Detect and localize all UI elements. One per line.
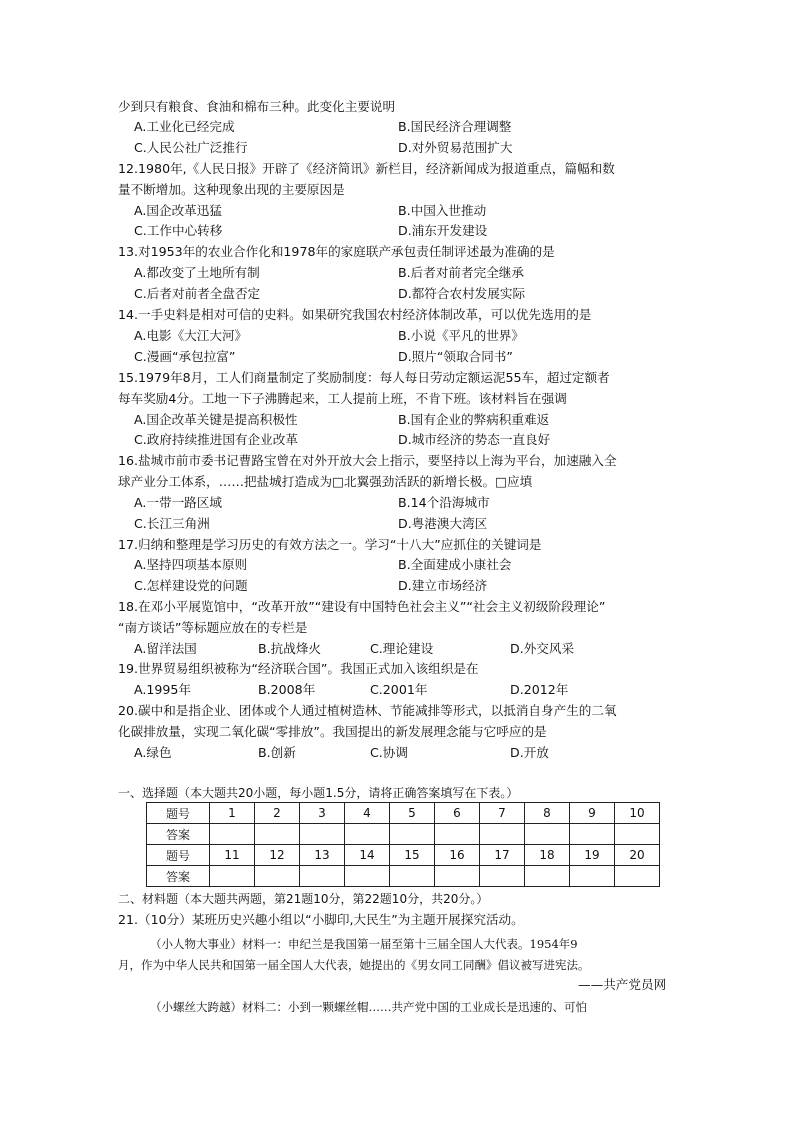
q19-option-a: A.1995年 <box>134 682 192 697</box>
qnum-cell: 7 <box>480 803 525 824</box>
q18-option-b: B.抗战烽火 <box>258 641 322 656</box>
q15-stem-line2: 每车奖励4分。工地一下子沸腾起来，工人提前上班，不肯下班。该材料旨在强调 <box>118 391 567 406</box>
q15-stem-line1: 15.1979年8月，工人们商量制定了奖励制度：每人每日劳动定额运泥55车，超过定额者 <box>118 370 610 385</box>
q18-stem-line2: “南方谈话”等标题应放在的专栏是 <box>118 620 308 635</box>
q13-option-b: B.后者对前者完全继承 <box>398 265 524 280</box>
q15-option-b: B.国有企业的弊病积重难返 <box>398 412 550 427</box>
answer-cell[interactable] <box>570 866 615 887</box>
q12-option-a: A.国企改革迅猛 <box>134 203 222 218</box>
answer-cell[interactable] <box>615 866 660 887</box>
q14-option-b: B.小说《平凡的世界》 <box>398 328 524 343</box>
q15-option-a: A.国企改革关键是提高积极性 <box>134 412 298 427</box>
answer-table-row-numbers-2 <box>147 845 660 866</box>
q14-option-d: D.照片“领取合同书” <box>398 349 513 364</box>
qnum-cell: 9 <box>570 803 615 824</box>
q19-option-b: B.2008年 <box>258 682 316 697</box>
q13-option-d: D.都符合农村发展实际 <box>398 286 526 301</box>
q20-option-c: C.协调 <box>370 745 408 760</box>
q19-option-c: C.2001年 <box>370 682 428 697</box>
q17-stem: 17.归纳和整理是学习历史的有效方法之一。学习“十八大”应抓住的关键词是 <box>118 537 542 552</box>
answer-cell[interactable] <box>345 824 390 845</box>
q20-option-d: D.开放 <box>510 745 549 760</box>
answer-table-row-answers-1 <box>147 824 660 845</box>
qnum-cell: 13 <box>300 845 345 866</box>
q10-option-c: C.人民公社广泛推行 <box>134 140 248 155</box>
q17-option-c: C.怎样建设党的问题 <box>134 578 248 593</box>
q20-option-a: A.绿色 <box>134 745 172 760</box>
q14-stem: 14.一手史料是相对可信的史料。如果研究我国农村经济体制改革，可以优先选用的是 <box>118 307 592 322</box>
row-label-number: 题号 <box>147 803 210 824</box>
qnum-cell: 16 <box>435 845 480 866</box>
q14-option-a: A.电影《大江大河》 <box>134 328 248 343</box>
q10-option-a: A.工业化已经完成 <box>134 119 235 134</box>
qnum-cell: 8 <box>525 803 570 824</box>
row-label-number: 题号 <box>147 845 210 866</box>
answer-cell[interactable] <box>390 866 435 887</box>
answer-cell[interactable] <box>435 866 480 887</box>
answer-cell[interactable] <box>300 866 345 887</box>
answer-cell[interactable] <box>480 866 525 887</box>
q12-option-d: D.浦东开发建设 <box>398 223 488 238</box>
q15-option-c: C.政府持续推进国有企业改革 <box>134 432 298 447</box>
q16-option-b: B.14个沿海城市 <box>398 495 490 510</box>
q19-option-d: D.2012年 <box>510 682 569 697</box>
answer-cell[interactable] <box>525 866 570 887</box>
q16-option-d: D.粤港澳大湾区 <box>398 516 488 531</box>
answer-cell[interactable] <box>435 824 480 845</box>
qnum-cell: 5 <box>390 803 435 824</box>
qnum-cell: 4 <box>345 803 390 824</box>
qnum-cell: 10 <box>615 803 660 824</box>
answer-cell[interactable] <box>255 866 300 887</box>
q20-stem-line2: 化碳排放量，实现二氧化碳“零排放”。我国提出的新发展理念能与它呼应的是 <box>118 724 547 739</box>
qnum-cell: 15 <box>390 845 435 866</box>
q15-option-d: D.城市经济的势态一直良好 <box>398 432 551 447</box>
q13-option-c: C.后者对前者全盘否定 <box>134 286 261 301</box>
q10-option-d: D.对外贸易范围扩大 <box>398 140 513 155</box>
answer-cell[interactable] <box>210 866 255 887</box>
q16-stem-line1: 16.盐城市前市委书记曹路宝曾在对外开放大会上指示，要坚持以上海为平台，加速融入全 <box>118 453 617 468</box>
q12-option-b: B.中国入世推动 <box>398 203 487 218</box>
answer-cell[interactable] <box>255 824 300 845</box>
q18-stem-line1: 18.在邓小平展览馆中，“改革开放”“建设有中国特色社会主义”“社会主义初级阶段理论” <box>118 599 606 614</box>
q16-stem-line2: 球产业分工体系，……把盐城打造成为□北翼强劲活跃的新增长极。□应填 <box>118 474 533 489</box>
answer-table-row-answers-2 <box>147 866 660 887</box>
row-label-answer: 答案 <box>147 824 210 845</box>
q19-stem: 19.世界贸易组织被称为“经济联合国”。我国正式加入该组织是在 <box>118 661 479 676</box>
q18-option-c: C.理论建设 <box>370 641 434 656</box>
answer-table <box>146 802 660 887</box>
qnum-cell: 6 <box>435 803 480 824</box>
qnum-cell: 14 <box>345 845 390 866</box>
q10-option-b: B.国民经济合理调整 <box>398 119 512 134</box>
answer-cell[interactable] <box>210 824 255 845</box>
q20-stem-line1: 20.碳中和是指企业、团体或个人通过植树造林、节能减排等形式，以抵消自身产生的二氧 <box>118 703 617 718</box>
qnum-cell: 20 <box>615 845 660 866</box>
q18-option-a: A.留洋法国 <box>134 641 197 656</box>
q10-stem-tail: 少到只有粮食、食油和棉布三种。此变化主要说明 <box>118 99 396 114</box>
q12-stem-line2: 量不断增加。这种现象出现的主要原因是 <box>118 182 345 197</box>
qnum-cell: 19 <box>570 845 615 866</box>
qnum-cell: 17 <box>480 845 525 866</box>
qnum-cell: 2 <box>255 803 300 824</box>
row-label-answer: 答案 <box>147 866 210 887</box>
q17-option-a: A.坚持四项基本原则 <box>134 557 248 572</box>
qnum-cell: 11 <box>210 845 255 866</box>
qnum-cell: 1 <box>210 803 255 824</box>
material1-line1: （小人物大事业）材料一：申纪兰是我国第一届至第十三届全国人大代表。1954年9 <box>150 937 578 951</box>
answer-cell[interactable] <box>390 824 435 845</box>
q17-option-b: B.全面建成小康社会 <box>398 557 512 572</box>
answer-table-row-numbers-1 <box>147 803 660 824</box>
answer-cell[interactable] <box>300 824 345 845</box>
answer-cell[interactable] <box>345 866 390 887</box>
q17-option-d: D.建立市场经济 <box>398 578 488 593</box>
q12-option-c: C.工作中心转移 <box>134 223 223 238</box>
answer-cell[interactable] <box>525 824 570 845</box>
qnum-cell: 3 <box>300 803 345 824</box>
q12-stem-line1: 12.1980年,《人民日报》开辟了《经济简讯》新栏目，经济新闻成为报道重点，篇幅和数 <box>118 161 615 176</box>
qnum-cell: 12 <box>255 845 300 866</box>
q16-option-c: C.长江三角洲 <box>134 516 210 531</box>
section2-heading: 二、材料题（本大题共两题，第21题10分，第22题10分，共20分。） <box>118 892 489 906</box>
material2-line1: （小螺丝大跨越）材料二：小到一颗螺丝帽……共产党中国的工业成长是迅速的、可怕 <box>150 1000 587 1014</box>
answer-cell[interactable] <box>570 824 615 845</box>
q13-option-a: A.都改变了土地所有制 <box>134 265 260 280</box>
q21-stem: 21.（10分）某班历史兴趣小组以“小脚印,大民生”为主题开展探究活动。 <box>118 912 524 927</box>
answer-cell[interactable] <box>615 824 660 845</box>
q18-option-d: D.外交风采 <box>510 641 575 656</box>
q13-stem: 13.对1953年的农业合作化和1978年的家庭联产承包责任制评述最为准确的是 <box>118 244 555 259</box>
q14-option-c: C.漫画“承包拉富” <box>134 349 236 364</box>
section1-heading: 一、选择题（本大题共20小题，每小题1.5分，请将正确答案填写在下表。） <box>118 786 519 800</box>
answer-cell[interactable] <box>480 824 525 845</box>
q16-option-a: A.一带一路区域 <box>134 495 222 510</box>
material1-source: ——共产党员网 <box>578 977 667 992</box>
q20-option-b: B.创新 <box>258 745 296 760</box>
qnum-cell: 18 <box>525 845 570 866</box>
material1-line2: 月，作为中华人民共和国第一届全国人大代表，她提出的《男女同工同酬》倡议被写进宪法。 <box>118 958 590 972</box>
